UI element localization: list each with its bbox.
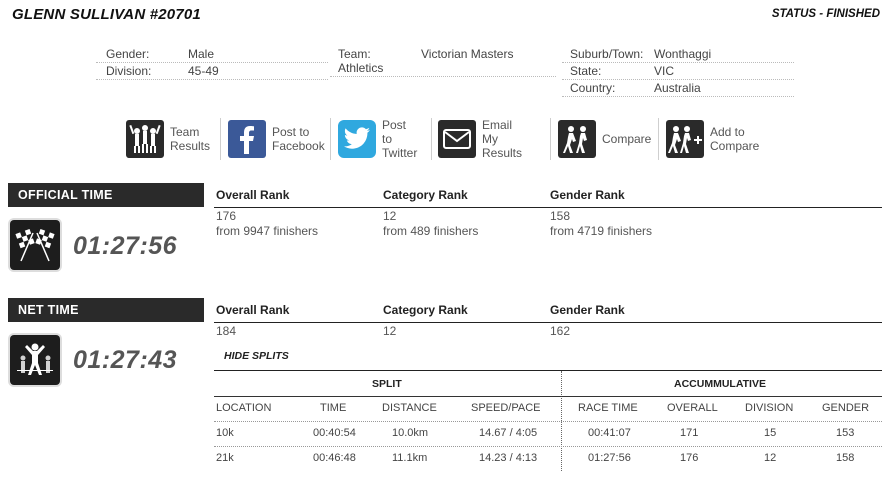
net-gender-value: 162 <box>550 324 571 338</box>
row-race-time: 01:27:56 <box>588 452 631 464</box>
hide-splits-link[interactable]: HIDE SPLITS <box>224 350 289 362</box>
row-time: 00:46:48 <box>313 452 356 464</box>
col-overall: OVERALL <box>667 402 718 414</box>
row-overall: 171 <box>680 427 699 439</box>
col-speed-pace: SPEED/PACE <box>471 402 541 414</box>
division-row <box>96 63 328 80</box>
row-speed-pace: 14.23 / 4:13 <box>479 452 538 464</box>
twitter-line1: Post to <box>382 118 407 146</box>
overall-rank-header: Overall Rank <box>216 188 290 202</box>
official-gender-sub: from 4719 finishers <box>550 224 653 238</box>
separator <box>550 118 551 160</box>
compare-line1: Compare <box>602 132 652 146</box>
official-overall-value: 176 <box>216 209 237 223</box>
official-time-label: OFFICIAL TIME <box>8 183 204 207</box>
twitter-icon <box>338 120 376 158</box>
splits-table <box>214 370 882 470</box>
gender-row <box>96 46 328 63</box>
net-overall-value: 184 <box>216 324 237 338</box>
division-value: 45-49 <box>188 64 219 78</box>
gender-value: Male <box>188 47 215 61</box>
official-gender-value: 158 <box>550 209 571 223</box>
col-time: TIME <box>320 402 347 414</box>
official-gender-rank <box>550 209 652 239</box>
country-value: Australia <box>654 81 701 95</box>
col-location: LOCATION <box>216 402 272 414</box>
post-to-twitter-button[interactable] <box>338 116 417 162</box>
state-value: VIC <box>654 64 675 78</box>
row-gender: 158 <box>836 452 855 464</box>
category-rank-header: Category Rank <box>383 303 468 317</box>
row-speed-pace: 14.67 / 4:05 <box>479 427 538 439</box>
compare-icon <box>558 120 596 158</box>
official-overall-sub: from 9947 finishers <box>216 224 319 238</box>
col-race-time: RACE TIME <box>578 402 638 414</box>
team-value-line2: Athletics <box>338 61 384 75</box>
accumulative-group-header: ACCUMMULATIVE <box>674 378 766 390</box>
team-results-line1: Team <box>170 125 200 139</box>
gender-label: Gender: <box>106 47 150 61</box>
compare-button[interactable] <box>558 116 651 162</box>
splits-column-headers <box>214 396 882 421</box>
gender-rank-header: Gender Rank <box>550 188 625 202</box>
official-category-sub: from 489 finishers <box>383 224 479 238</box>
separator <box>658 118 659 160</box>
official-overall-rank <box>216 209 318 239</box>
suburb-label: Suburb/Town: <box>570 47 644 61</box>
runner-finish-icon <box>10 335 60 385</box>
status-label: STATUS - FINISHED <box>771 8 880 20</box>
overall-rank-header: Overall Rank <box>216 303 290 317</box>
team-results-icon <box>126 120 164 158</box>
row-location: 10k <box>216 427 234 439</box>
team-value: Victorian Masters <box>421 47 514 61</box>
checkered-flags-icon <box>10 220 60 270</box>
net-rank-header <box>214 299 882 323</box>
add-to-compare-button[interactable] <box>666 116 759 162</box>
athlete-name: GLENN SULLIVAN #20701 <box>12 6 201 23</box>
separator <box>220 118 221 160</box>
row-division: 15 <box>764 427 777 439</box>
separator <box>330 118 331 160</box>
row-distance: 10.0km <box>392 427 429 439</box>
email-results-button[interactable] <box>438 116 522 162</box>
team-row-2 <box>330 60 556 77</box>
split-group-header: SPLIT <box>372 378 402 390</box>
official-time-value: 01:27:56 <box>73 232 178 260</box>
official-category-rank <box>383 209 478 239</box>
suburb-value: Wonthaggi <box>654 47 712 61</box>
row-gender: 153 <box>836 427 855 439</box>
add-to-compare-icon <box>666 120 704 158</box>
net-time-value: 01:27:43 <box>73 346 178 374</box>
facebook-line2: Facebook <box>272 139 325 153</box>
col-gender: GENDER <box>822 402 870 414</box>
team-results-button[interactable] <box>126 116 210 162</box>
team-label: Team: <box>338 47 371 61</box>
col-division: DIVISION <box>745 402 794 414</box>
country-row <box>562 80 794 97</box>
official-rank-header <box>214 184 882 208</box>
row-distance: 11.1km <box>392 452 428 464</box>
country-label: Country: <box>570 81 616 95</box>
add-compare-line2: Compare <box>710 139 760 153</box>
post-to-facebook-button[interactable] <box>228 116 325 162</box>
division-label: Division: <box>106 64 152 78</box>
row-location: 21k <box>216 452 234 464</box>
facebook-line1: Post to <box>272 125 310 139</box>
row-time: 00:40:54 <box>313 427 356 439</box>
net-time-label: NET TIME <box>8 298 204 322</box>
email-line2: My Results <box>482 132 523 160</box>
row-division: 12 <box>764 452 777 464</box>
state-label: State: <box>570 64 602 78</box>
category-rank-header: Category Rank <box>383 188 468 202</box>
row-overall: 176 <box>680 452 699 464</box>
facebook-icon <box>228 120 266 158</box>
row-race-time: 00:41:07 <box>588 427 631 439</box>
suburb-row <box>562 46 794 63</box>
email-icon <box>438 120 476 158</box>
gender-rank-header: Gender Rank <box>550 303 625 317</box>
col-distance: DISTANCE <box>382 402 437 414</box>
email-line1: Email <box>482 118 513 132</box>
table-row <box>214 446 882 471</box>
team-results-line2: Results <box>170 139 211 153</box>
state-row <box>562 63 794 80</box>
table-row <box>214 421 882 446</box>
add-compare-line1: Add to <box>710 125 745 139</box>
net-category-value: 12 <box>383 324 397 338</box>
separator <box>431 118 432 160</box>
official-category-value: 12 <box>383 209 397 223</box>
twitter-line2: Twitter <box>382 146 418 160</box>
